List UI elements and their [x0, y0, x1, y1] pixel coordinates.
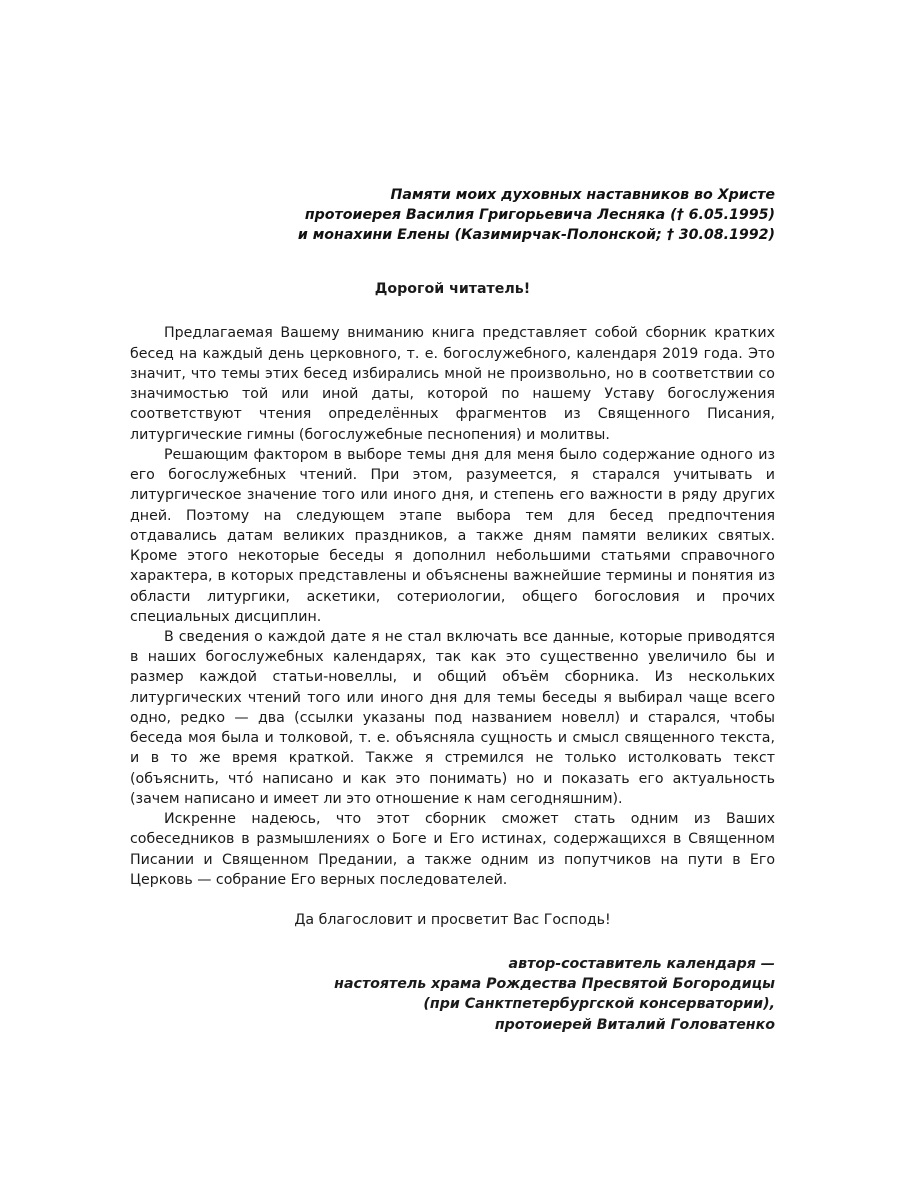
paragraph-1: Предлагаемая Вашему вниманию книга представляет собой сборник кратких бесед на каждый день церковного, т. е. богослужебного, календаря 2019 года. Это значит, что темы этих бесед избирались мной не произвольно, но в соответствии со значимостью той или иной даты, которой по нашему Уставу богослужения соответствуют чтения определённых фрагментов из Священного Писания, литургические гимны (богослужебные песнопения) и молитвы.: [130, 325, 775, 443]
dedication-line-1: Памяти моих духовных наставников во Христе: [390, 187, 775, 203]
page-content: [130, 185, 775, 1035]
salutation-heading: Дорогой читатель!: [374, 281, 531, 298]
paragraph-3: В сведения о каждой дате я не стал включать все данные, которые приводятся в наших богослужебных календарях, так как это существенно увеличило бы и размер каждой статьи-новеллы, и общий объём сборника. Из нескольких литургических чтений того или иного дня для темы беседы я выбирал чаще всего одно, редко — два (ссылки указаны под названием новелл) и старался, чтобы беседа моя была и толковой, т. е. объясняла сущность и смысл священного текста, и в то же время краткой. Также я стремился не только истолковать текст (объяснить, что́ написано и как это понимать) но и показать его актуальность (зачем написано и имеет ли это отношение к нам сегодняшним).: [130, 628, 775, 807]
signature-line-1: автор-составитель календаря —: [508, 956, 775, 973]
paragraph-2: Решающим фактором в выборе темы дня для меня было содержание одного из его богослужебных чтений. При этом, разумеется, я старался учитывать и литургическое значение того или иного дня, и степень его важности в ряду других дней. Поэтому на следующем этапе выбора тем для бесед предпочтения отдавались датам великих праздников, а также дням памяти великих святых. Кроме этого некоторые беседы я дополнил небольшими статьями справочного характера, в которых представлены и объяснены важнейшие термины и понятия из области литургики, аскетики, сотериологии, общего богословия и прочих специальных дисциплин.: [130, 446, 775, 625]
signature-line-3: (при Санктпетербургской консерватории),: [423, 996, 775, 1013]
signature-line-2: настоятель храма Рождества Пресвятой Богородицы: [334, 976, 775, 993]
blessing-line: Да благословит и просветит Вас Господь!: [294, 912, 611, 929]
dedication-line-2: протоиерея Василия Григорьевича Лесняка († 6.05.1995): [304, 207, 775, 224]
paragraph-4: Искренне надеюсь, что этот сборник сможет стать одним из Ваших собеседников в размышлениях о Боге и Его истинах, содержащихся в Священном Писании и Священном Предании, а также одним из попутчиков на пути в Его Церковь — собрание Его верных последователей.: [130, 811, 775, 888]
signature-block: [130, 954, 775, 1035]
body-text: [130, 323, 775, 890]
dedication-block: [130, 185, 775, 245]
dedication-line-3: и монахини Елены (Казимирчак-Полонской; † 30.08.1992): [297, 227, 775, 244]
signature-line-4: протоиерей Виталий Головатенко: [494, 1016, 775, 1033]
